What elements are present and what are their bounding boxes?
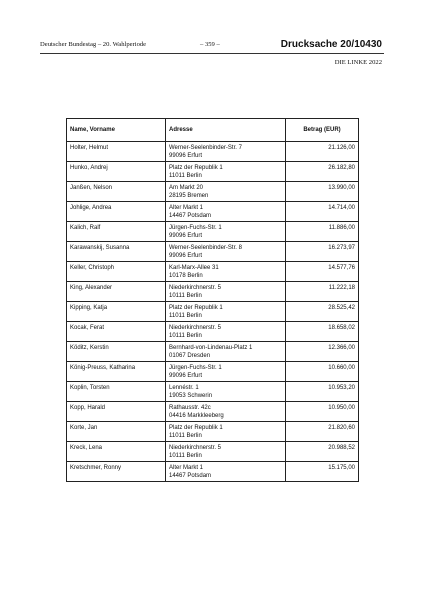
address-street: Lennéstr. 1 <box>169 385 199 391</box>
cell-amount: 21.820,60 <box>286 422 359 442</box>
table-row <box>67 222 359 242</box>
table-row <box>67 282 359 302</box>
cell-name: Kopp, Harald <box>67 402 166 422</box>
address-city: 14467 Potsdam <box>169 213 212 219</box>
address-street: Niederkirchnerstr. 5 <box>169 325 222 331</box>
cell-address <box>166 142 286 162</box>
table-row <box>67 402 359 422</box>
table-row <box>67 442 359 462</box>
table-row <box>67 142 359 162</box>
address-city: 10178 Berlin <box>169 273 203 279</box>
cell-address <box>166 282 286 302</box>
address-city: 04416 Markkleeberg <box>169 413 224 419</box>
address-city: 28195 Bremen <box>169 193 209 199</box>
table-row <box>67 202 359 222</box>
column-header-name: Name, Vorname <box>67 119 166 142</box>
cell-name: Koplin, Torsten <box>67 382 166 402</box>
address-street: Werner-Seelenbinder-Str. 8 <box>169 245 242 251</box>
cell-name: Janßen, Nelson <box>67 182 166 202</box>
address-city: 14467 Potsdam <box>169 473 212 479</box>
address-city: 99096 Erfurt <box>169 253 203 259</box>
table-header-row <box>67 119 359 142</box>
address-street: Jürgen-Fuchs-Str. 1 <box>169 225 222 231</box>
table-row <box>67 342 359 362</box>
party-year-label: DIE LINKE 2022 <box>334 59 382 66</box>
address-city: 11011 Berlin <box>169 433 202 439</box>
cell-name: Keller, Christoph <box>67 262 166 282</box>
cell-name: König-Preuss, Katharina <box>67 362 166 382</box>
cell-address <box>166 202 286 222</box>
address-city: 10111 Berlin <box>169 333 202 339</box>
cell-amount: 10.953,20 <box>286 382 359 402</box>
cell-name: Köditz, Kerstin <box>67 342 166 362</box>
cell-address <box>166 462 286 482</box>
address-street: Jürgen-Fuchs-Str. 1 <box>169 365 222 371</box>
cell-amount: 15.175,00 <box>286 462 359 482</box>
table-row <box>67 362 359 382</box>
cell-address <box>166 222 286 242</box>
cell-name: King, Alexander <box>67 282 166 302</box>
address-city: 01067 Dresden <box>169 353 211 359</box>
address-city: 11011 Berlin <box>169 173 202 179</box>
cell-address <box>166 422 286 442</box>
table-row <box>67 182 359 202</box>
doc-label: Drucksache 20/ <box>280 39 355 50</box>
table-row <box>67 162 359 182</box>
cell-name: Kretschmer, Ronny <box>67 462 166 482</box>
cell-address <box>166 162 286 182</box>
table-row <box>67 262 359 282</box>
address-city: 99096 Erfurt <box>169 373 203 379</box>
cell-name: Hunko, Andrej <box>67 162 166 182</box>
page-number: – 359 – <box>200 41 220 48</box>
cell-name: Kalich, Ralf <box>67 222 166 242</box>
cell-amount: 10.950,00 <box>286 402 359 422</box>
address-street: Platz der Republik 1 <box>169 305 223 311</box>
cell-amount: 20.988,52 <box>286 442 359 462</box>
cell-name: Karawanskij, Susanna <box>67 242 166 262</box>
cell-address <box>166 442 286 462</box>
cell-amount: 13.990,00 <box>286 182 359 202</box>
cell-amount: 12.366,00 <box>286 342 359 362</box>
table-body <box>67 142 359 482</box>
address-city: 99096 Erfurt <box>169 153 203 159</box>
cell-address <box>166 242 286 262</box>
cell-amount: 16.273,97 <box>286 242 359 262</box>
cell-amount: 11.886,00 <box>286 222 359 242</box>
cell-address <box>166 182 286 202</box>
address-street: Am Markt 20 <box>169 185 204 191</box>
parliament-label: Deutscher Bundestag – 20. Wahlperiode <box>40 41 147 48</box>
cell-name: Johlige, Andrea <box>67 202 166 222</box>
cell-amount: 14.577,76 <box>286 262 359 282</box>
address-city: 11011 Berlin <box>169 313 202 319</box>
table-row <box>67 382 359 402</box>
cell-amount: 21.126,00 <box>286 142 359 162</box>
doc-number: 10430 <box>354 39 382 50</box>
address-city: 10111 Berlin <box>169 453 202 459</box>
address-street: Werner-Seelenbinder-Str. 7 <box>169 145 242 151</box>
cell-amount: 26.182,80 <box>286 162 359 182</box>
donation-table <box>66 118 359 482</box>
address-city: 10111 Berlin <box>169 293 202 299</box>
cell-address <box>166 402 286 422</box>
address-street: Karl-Marx-Allee 31 <box>169 265 219 271</box>
cell-amount: 11.222,18 <box>286 282 359 302</box>
address-street: Bernhard-von-Lindenau-Platz 1 <box>169 345 253 351</box>
page-header <box>40 40 382 54</box>
address-street: Niederkirchnerstr. 5 <box>169 285 222 291</box>
column-header-address: Adresse <box>166 119 286 142</box>
cell-amount: 14.714,00 <box>286 202 359 222</box>
cell-name: Kipping, Katja <box>67 302 166 322</box>
table-row <box>67 322 359 342</box>
address-street: Niederkirchnerstr. 5 <box>169 445 222 451</box>
cell-name: Kreck, Lena <box>67 442 166 462</box>
address-city: 19053 Schwerin <box>169 393 213 399</box>
header-rule <box>40 53 384 54</box>
cell-address <box>166 302 286 322</box>
cell-address <box>166 342 286 362</box>
cell-name: Holter, Helmut <box>67 142 166 162</box>
cell-name: Kocak, Ferat <box>67 322 166 342</box>
cell-address <box>166 382 286 402</box>
table-row <box>67 302 359 322</box>
address-street: Alter Markt 1 <box>169 465 204 471</box>
column-header-amount: Betrag (EUR) <box>286 119 359 142</box>
table-row <box>67 242 359 262</box>
table-row <box>67 462 359 482</box>
address-street: Rathausstr. 42c <box>169 405 211 411</box>
address-street: Platz der Republik 1 <box>169 165 223 171</box>
cell-address <box>166 322 286 342</box>
cell-amount: 18.658,02 <box>286 322 359 342</box>
cell-address <box>166 262 286 282</box>
table-row <box>67 422 359 442</box>
address-street: Alter Markt 1 <box>169 205 204 211</box>
address-city: 99096 Erfurt <box>169 233 203 239</box>
cell-address <box>166 362 286 382</box>
document-number <box>281 39 382 50</box>
cell-name: Korte, Jan <box>67 422 166 442</box>
cell-amount: 10.660,00 <box>286 362 359 382</box>
cell-amount: 28.525,42 <box>286 302 359 322</box>
address-street: Platz der Republik 1 <box>169 425 223 431</box>
